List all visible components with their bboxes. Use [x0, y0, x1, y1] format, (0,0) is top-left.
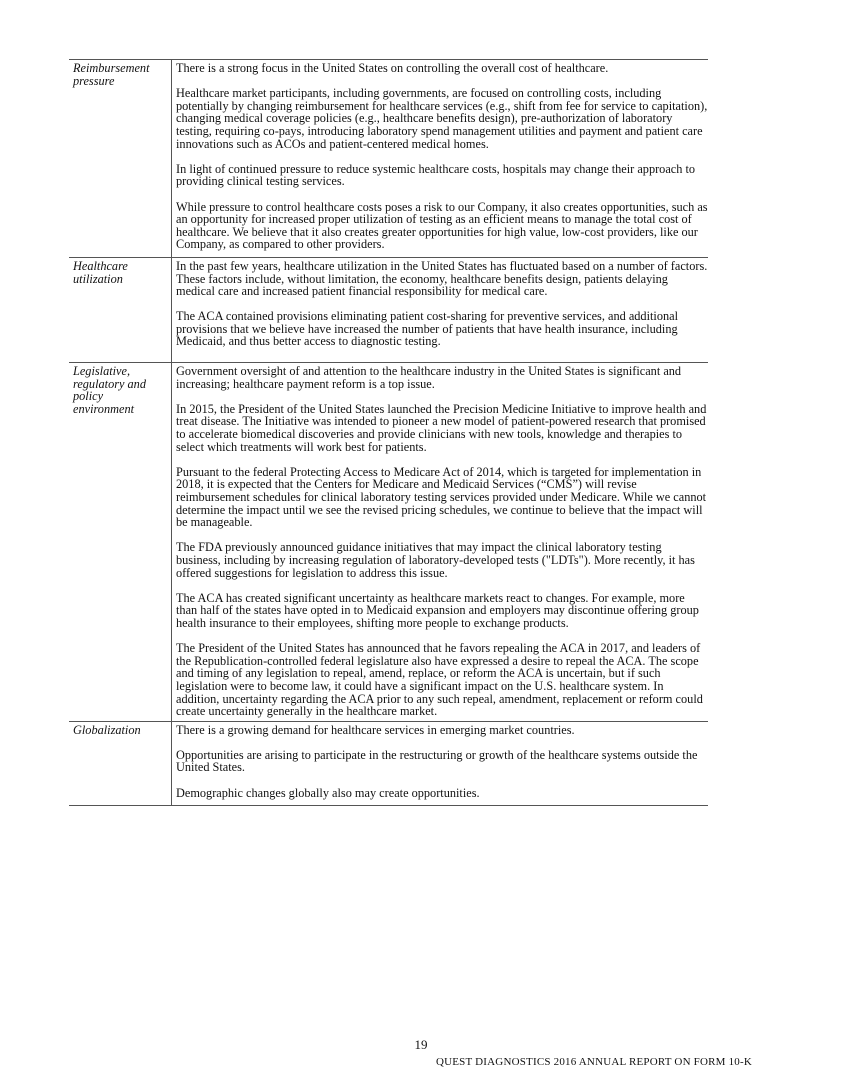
paragraph: The FDA previously announced guidance initiatives that may impact the clinical laboratory testing business, including by increasing regulation of laboratory-developed tests ("LDTs"). More recently, it has offered suggestions for legislation to address this issue. [176, 540, 695, 580]
table-row [69, 363, 708, 722]
row-content [172, 721, 709, 806]
row-label: Globalization [69, 721, 172, 806]
paragraph: The President of the United States has announced that he favors repealing the ACA in 2017, and leaders of the Republication-controlled federal legislature also have expressed a desire to repeal the ACA. The scope and timing of any legislation to repeal, amend, replace, or reform the ACA is uncertain, but if such legislation were to become law, it could have a significant impact on the U.S. healthcare system. In addition, uncertainty regarding the ACA prior to any such repeal, amendment, replacement or reform could create uncertainty generally in the healthcare market. [176, 641, 703, 719]
row-label: Healthcare utilization [69, 257, 172, 362]
paragraph: Pursuant to the federal Protecting Access to Medicare Act of 2014, which is targeted for implementation in 2018, it is expected that the Centers for Medicare and Medicaid Services (“CMS”) will revise reimbursement schedules for clinical laboratory testing services provided under Medicare. While we cannot determine the impact until we see the revised pricing schedules, we continue to believe that the impact will be manageable. [176, 464, 707, 530]
paragraph: In 2015, the President of the United States launched the Precision Medicine Initiative to improve health and treat disease. The Initiative was intended to pioneer a new model of patient-powered research that promised to accelerate biomedical discoveries and provide clinicians with new tools, knowledge and therapies to select which treatments will work best for patients. [176, 401, 707, 454]
paragraph: While pressure to control healthcare costs poses a risk to our Company, it also creates opportunities, such as an opportunity for increased proper utilization of testing as an efficient means to manage the total cost of healthcare. We believe that it also creates greater opportunities for high value, low-cost providers, like our Company, as compared to other providers. [176, 199, 708, 252]
paragraph: Opportunities are arising to participate in the restructuring or growth of the healthcare systems outside the United States. [176, 747, 698, 775]
row-label: Legislative, regulatory and policy environment [69, 363, 172, 722]
factors-table [69, 59, 708, 806]
table-row [69, 60, 708, 258]
row-content [172, 257, 709, 362]
paragraph: Healthcare market participants, including governments, are focused on controlling costs, including potentially by changing reimbursement for healthcare services (e.g., shift from fee for service to capitation), changing medical coverage policies (e.g., healthcare benefits design), pre-authorization of laboratory testing, requiring co-pays, introducing laboratory spend management utilities and payment and patient care innovations such as ACOs and patient-centered medical homes. [176, 86, 708, 151]
paragraph: The ACA has created significant uncertainty as healthcare markets react to changes. For example, more than half of the states have opted in to Medicaid expansion and employers may discontinue offering group health insurance to their employees, shifting more people to exchange products. [176, 590, 699, 630]
paragraph: The ACA contained provisions eliminating patient cost-sharing for preventive services, and additional provisions that we believe have increased the number of patients that have health insurance, including Medicaid, and thus better access to diagnostic testing. [176, 309, 678, 349]
page-footer: QUEST DIAGNOSTICS 2016 ANNUAL REPORT ON FORM 10-K [435, 1056, 752, 1068]
paragraph: Demographic changes globally also may create opportunities. [176, 785, 480, 800]
paragraph: In the past few years, healthcare utilization in the United States has fluctuated based on a number of factors. These factors include, without limitation, the economy, healthcare benefits design, patients delaying medical care and increased patient financial responsibility for medical care. [176, 258, 708, 299]
table-row [69, 721, 708, 806]
page-number: 19 [414, 1037, 428, 1052]
paragraph: There is a growing demand for healthcare services in emerging market countries. [176, 722, 575, 737]
paragraph: Government oversight of and attention to the healthcare industry in the United States is significant and increasing; healthcare payment reform is a top issue. [176, 364, 682, 391]
paragraph: There is a strong focus in the United States on controlling the overall cost of healthcare. [176, 61, 609, 75]
table-row [69, 257, 708, 362]
paragraph: In light of continued pressure to reduce systemic healthcare costs, hospitals may change their approach to providing clinical testing services. [176, 161, 696, 189]
row-content [172, 60, 709, 258]
row-content [172, 363, 709, 722]
row-label: Reimbursement pressure [69, 60, 172, 258]
